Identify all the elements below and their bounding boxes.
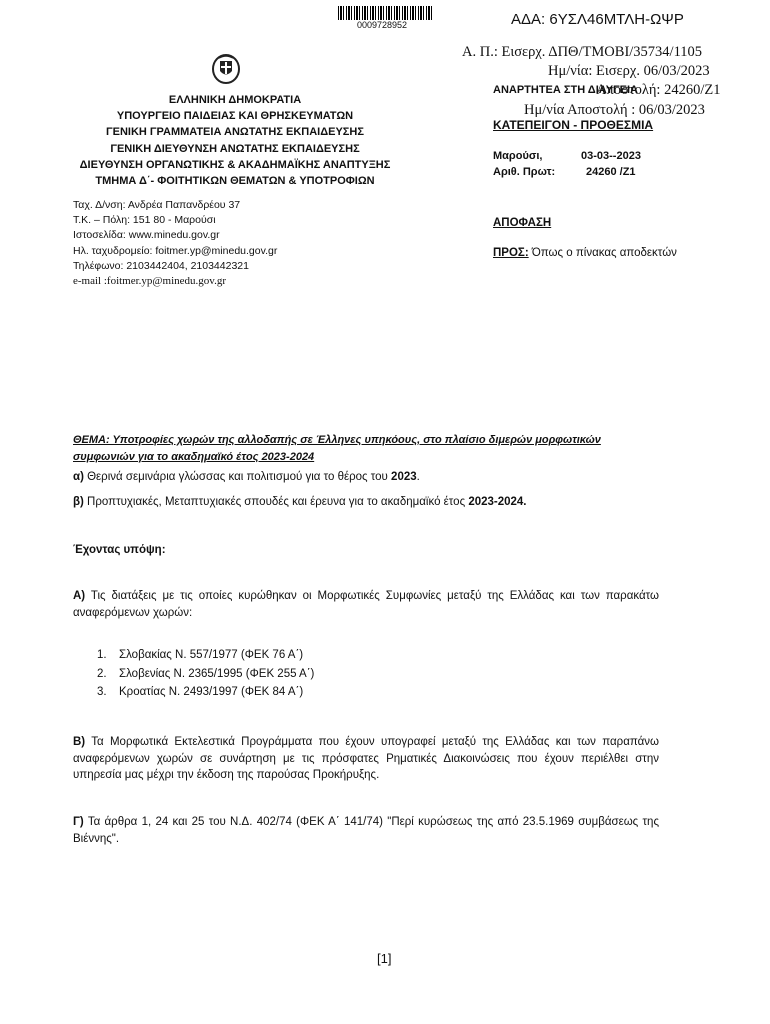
header-line: ΔΙΕΥΘΥΝΣΗ ΟΡΓΑΝΩΤΙΚΗΣ & ΑΚΑΔΗΜΑΪΚΗΣ ΑΝΑΠΤΥΞΗΣ: [79, 158, 391, 171]
list-item: [97, 665, 314, 684]
paragraph-b: [73, 734, 659, 784]
item-a-end: .: [416, 471, 420, 483]
item-a-text: Θερινά σεμινάρια γλώσσας και πολιτισμού για το θέρος του: [83, 471, 392, 483]
list-item-number: 2.: [97, 667, 107, 680]
protocol-number: 24260 /Ζ1: [586, 166, 636, 178]
ministry-header: [70, 92, 400, 189]
protocol-label: Αριθ. Πρωτ:: [493, 166, 556, 178]
decision-title: ΑΠΟΦΑΣΗ: [493, 217, 552, 229]
item-b-text: Προπτυχιακές, Μεταπτυχιακές σπουδές και έρευνα για το ακαδημαϊκό έτος: [83, 496, 469, 508]
stamp-sent-number: Αποστολή: 24260/Ζ1: [596, 82, 721, 98]
address-postal: Τ.Κ. – Πόλη: 151 80 - Μαρούσι: [73, 214, 216, 227]
stamp-incoming-date: Ημ/νία: Εισερχ. 06/03/2023: [548, 63, 710, 79]
place-label: Μαρούσι,: [493, 150, 543, 162]
greek-emblem-icon: [211, 52, 241, 84]
stamp-sent-date: Ημ/νία Αποστολή : 06/03/2023: [524, 102, 705, 118]
list-item-number: 3.: [97, 686, 107, 698]
barcode: [338, 6, 434, 20]
recipients-label: ΠΡΟΣ:: [493, 247, 529, 259]
paragraph-c-text: Τα άρθρα 1, 24 και 25 του Ν.Δ. 402/74 (ΦΕΚ Α΄ 141/74) "Περί κυρώσεως της από 23.5.1969 συμβάσεως της Βιέννης".: [73, 816, 659, 845]
paragraph-a: [73, 588, 659, 621]
ada-code: ΑΔΑ: 6ΥΣΛ46ΜΤΛΗ-ΩΨΡ: [511, 11, 684, 28]
page-number: [1]: [377, 951, 392, 966]
header-line: ΓΕΝΙΚΗ ΓΡΑΜΜΑΤΕΙΑ ΑΝΩΤΑΤΗΣ ΕΚΠΑΙΔΕΥΣΗΣ: [106, 126, 364, 139]
item-a-year: 2023: [391, 471, 417, 483]
header-line: ΤΜΗΜΑ Δ΄- ΦΟΙΤΗΤΙΚΩΝ ΘΕΜΑΤΩΝ & ΥΠΟΤΡΟΦΙΩΝ: [95, 175, 375, 188]
item-b-label: β): [73, 496, 84, 508]
address-street: Ταχ. Δ/νση: Ανδρέα Παπανδρέου 37: [73, 199, 241, 211]
posted-label: ΑΝΑΡΤΗΤΕΑ ΣΤΗ ΔΙΑΥΓΕΙΑ: [493, 84, 638, 96]
list-item-text: Κροατίας Ν. 2493/1997 (ΦΕΚ 84 Α΄): [119, 686, 304, 698]
website: Ιστοσελίδα: www.minedu.gov.gr: [73, 229, 220, 242]
recipients-line: [493, 247, 677, 259]
barcode-number: 0009728952: [357, 20, 408, 30]
agreements-list: [97, 646, 314, 702]
header-line: ΓΕΝΙΚΗ ΔΙΕΥΘΥΝΣΗ ΑΝΩΤΑΤΗΣ ΕΚΠΑΙΔΕΥΣΗΣ: [110, 142, 360, 155]
item-a: [73, 469, 659, 486]
phone: Τηλέφωνο: 2103442404, 2103442321: [73, 259, 249, 272]
item-a-label: α): [73, 471, 84, 483]
item-b-year: 2023-2024.: [468, 496, 527, 508]
paragraph-c: [73, 814, 659, 847]
paragraph-c-label: Γ): [73, 816, 84, 828]
contact-block: [73, 198, 277, 289]
item-b: [73, 494, 659, 511]
list-item-text: Σλοβακίας Ν. 557/1977 (ΦΕΚ 76 Α΄): [119, 649, 304, 661]
recipients-value: Όπως ο πίνακας αποδεκτών: [528, 247, 677, 259]
considering-heading: Έχοντας υπόψη:: [73, 544, 166, 556]
paragraph-a-label: Α): [73, 590, 86, 602]
list-item-number: 1.: [97, 649, 107, 661]
header-line: ΥΠΟΥΡΓΕΙΟ ΠΑΙΔΕΙΑΣ ΚΑΙ ΘΡΗΣΚΕΥΜΑΤΩΝ: [116, 110, 354, 123]
email: Ηλ. ταχυδρομείο: foitmer.yp@minedu.gov.gr: [73, 244, 278, 257]
stamp-incoming-number: Α. Π.: Εισερχ. ΔΠΘ/ΤΜΟΒΙ/35734/1105: [462, 44, 703, 60]
header-line: ΕΛΛΗΝΙΚΗ ΔΗΜΟΚΡΑΤΙΑ: [168, 94, 302, 106]
urgent-label: ΚΑΤΕΠΕΙΓΟΝ - ΠΡΟΘΕΣΜΙΑ: [493, 118, 654, 132]
subject: ΘΕΜΑ: Υποτροφίες χωρών της αλλοδαπής σε Έλληνες υπηκόους, στο πλαίσιο διμερών μορφωτικών συμφωνιών για το ακαδημαϊκό έτος 2023-2024: [73, 434, 601, 463]
paragraph-a-text: Τις διατάξεις με τις οποίες κυρώθηκαν οι Μορφωτικές Συμφωνίες μεταξύ της Ελλάδας και των παρακάτω αναφερόμενων χωρών:: [73, 590, 659, 619]
paragraph-b-label: Β): [73, 736, 86, 748]
email-secondary: e-mail :foitmer.yp@minedu.gov.gr: [73, 275, 226, 288]
paragraph-b-text: Τα Μορφωτικά Εκτελεστικά Προγράμματα που έχουν υπογραφεί μεταξύ της Ελλάδας και των παραπάνω αναφερόμενων χωρών σε συνάρτηση με τις πρόσφατες Ρηματικές Διακοινώσεις που έχουν περιέλθει στην υπηρεσία μας μέχρι την έκδοση της παρούσας Προκήρυξης.: [73, 736, 659, 781]
list-item: [97, 683, 314, 702]
list-item: [97, 646, 314, 665]
document-date: 03-03--2023: [581, 150, 641, 162]
list-item-text: Σλοβενίας Ν. 2365/1995 (ΦΕΚ 255 Α΄): [119, 667, 315, 680]
